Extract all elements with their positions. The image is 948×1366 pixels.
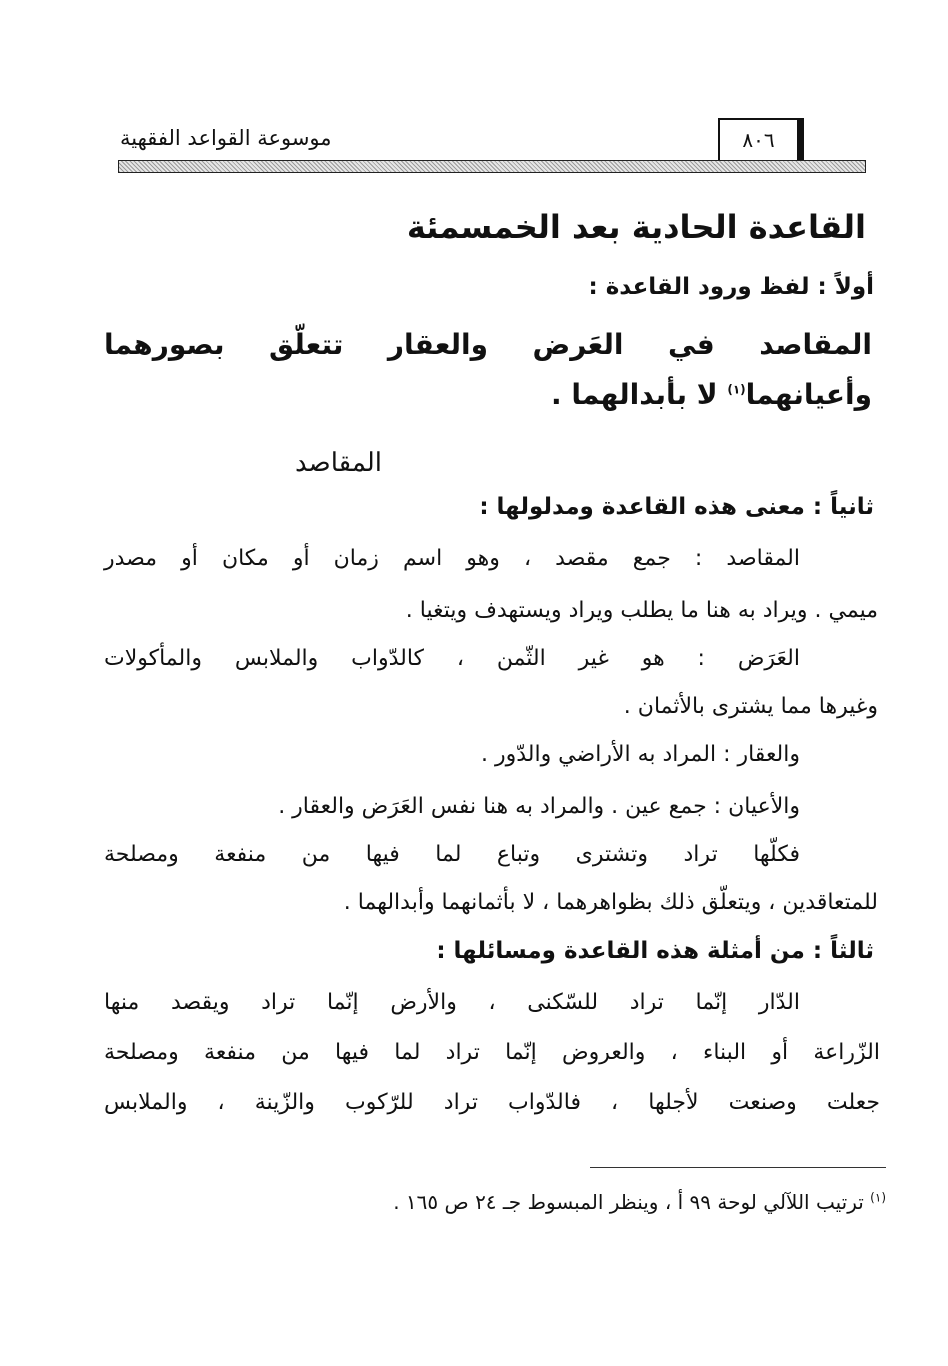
footnote-reference: (١): [727, 382, 746, 397]
rule-text-words: وأعيانهما: [745, 378, 872, 411]
rule-text-words: لا بأبدالهما .: [551, 378, 728, 411]
body-line: فكلّها تراد وتشترى وتباع لما فيها من منفعة ومصلحة: [104, 842, 800, 867]
body-line: الدّار إنّما تراد للسّكنى ، والأرض إنّما تراد ويقصد منها: [104, 990, 800, 1015]
body-line: المقاصد : جمع مقصد ، وهو اسم زمان أو مكان أو مصدر: [104, 546, 800, 571]
section-heading-examples: ثالثاً : من أمثلة هذه القاعدة ومسائلها :: [436, 938, 874, 964]
body-line: والعقار : المراد به الأراضي والدّور .: [480, 742, 800, 767]
footnote: [262, 1190, 886, 1214]
section-heading-meaning: ثانياً : معنى هذه القاعدة ومدلولها :: [479, 494, 874, 520]
handwritten-note: المقاصد: [295, 448, 382, 478]
running-header-title: موسوعة القواعد الفقهية: [120, 126, 332, 150]
body-line: جعلت وصنعت لأجلها ، فالدّواب تراد للرّكوب والزّينة ، والملابس: [104, 1090, 880, 1115]
page-number: ٨٠٦: [718, 118, 804, 160]
body-line: للمتعاقدين ، ويتعلّق ذلك بظواهرهما ، لا بأثمانهما وأبدالهما .: [343, 890, 878, 915]
body-line: وغيرها مما يشترى بالأثمان .: [623, 694, 878, 719]
body-line: العَرَض : هو غير الثّمن ، كالدّواب والملابس والمأكولات: [104, 646, 800, 671]
footnote-text: ترتيب اللآلي لوحة ٩٩ أ ، وينظر المبسوط جـ ٢٤ ص ١٦٥ .: [393, 1190, 864, 1214]
footnote-divider: [590, 1167, 886, 1168]
rule-text-line: [530, 378, 872, 411]
rule-text-line: المقاصد في العَرض والعقار تتعلّق بصورهما: [104, 328, 872, 361]
footnote-marker: (١): [870, 1190, 886, 1205]
rule-title: القاعدة الحادية بعد الخمسمئة: [406, 208, 866, 246]
header-divider: [118, 160, 866, 173]
body-line: الزّراعة أو البناء ، والعروض إنّما تراد لما فيها من منفعة ومصلحة: [104, 1040, 880, 1065]
body-line: ميمي . ويراد به هنا ما يطلب ويراد ويستهدف ويتغيا .: [405, 598, 878, 623]
section-heading-wording: أولاً : لفظ ورود القاعدة :: [588, 274, 874, 300]
body-line: والأعيان : جمع عين . والمراد به هنا نفس العَرَض والعقار .: [278, 794, 800, 819]
